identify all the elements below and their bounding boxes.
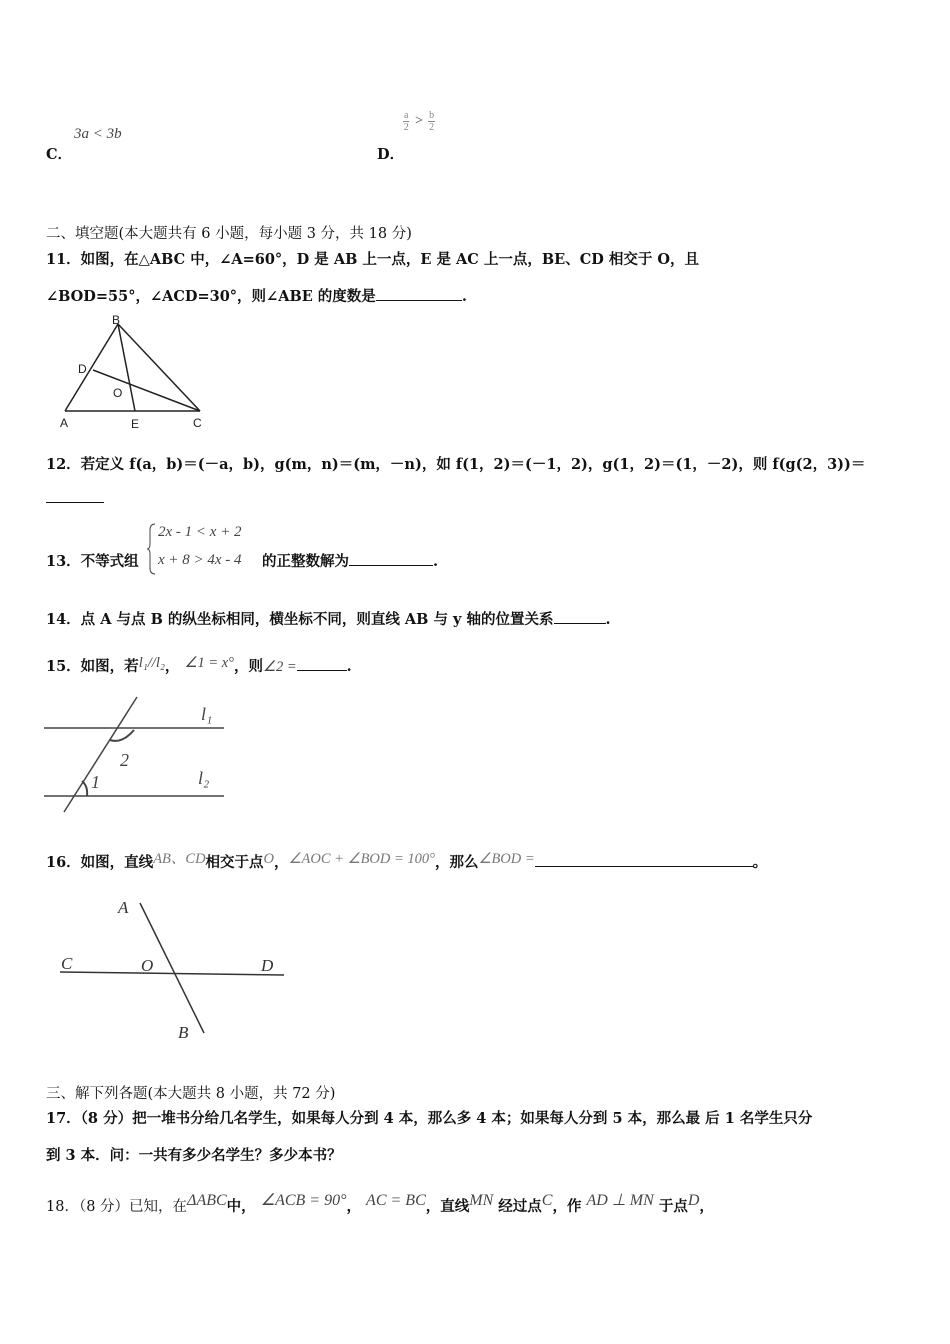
q18-text: 18．（8 分）已知，在ΔABC中， ∠ACB = 90°， AC = BC，直线MN 经过点C，作 AD ⊥ MN 于点D，: [46, 1192, 714, 1215]
label-c: C: [61, 954, 73, 973]
label-c: C: [193, 416, 202, 430]
q13-inequality-2: x + 8 > 4x - 4: [158, 552, 242, 568]
q11-line-1: 11．如图，在△ABC 中，∠A=60°，D 是 AB 上一点，E 是 AC 上一点，BE、CD 相交于 O，且: [46, 251, 700, 268]
q11-line-2: ∠BOD=55°，∠ACD=30°，则∠ABE 的度数是 .: [46, 288, 467, 305]
section-2-title: 二、填空题(本大题共有 6 小题，每小题 3 分，共 18 分): [46, 226, 412, 242]
segment-bc: [118, 324, 200, 411]
label-a: A: [60, 416, 69, 430]
q16-intersecting-lines-figure: [56, 895, 290, 1045]
label-angle-1: 1: [91, 772, 100, 792]
q16-text: 16．如图，直线AB、CD相交于点O，∠AOC + ∠BOD = 100°，那么∠BOD = 。: [46, 851, 768, 871]
q11-triangle-figure: [55, 312, 215, 434]
q13-inequality-1: 2x - 1 < x + 2: [158, 524, 242, 540]
label-o: O: [141, 956, 154, 975]
q13-prefix: 13．不等式组: [46, 553, 139, 570]
label-e: E: [131, 417, 140, 431]
q13-brace: [147, 522, 157, 576]
option-d-label: D．: [377, 146, 405, 163]
q12-answer-blank: [46, 490, 104, 507]
label-angle-2: 2: [120, 750, 129, 770]
segment-ab: [65, 324, 118, 411]
label-d: D: [78, 362, 87, 376]
label-o: O: [113, 386, 123, 400]
option-d-expression: $\frac{a}{2}$ > $\frac{b}{2}$: [403, 110, 435, 133]
segment-cd: [93, 370, 200, 411]
label-b: B: [178, 1023, 189, 1042]
option-c-expression: 3a < 3b: [74, 126, 122, 142]
q15-text: 15．如图，若l₁//l₂， ∠1 = x°，则∠2 = .: [46, 655, 352, 675]
label-a: A: [118, 898, 129, 917]
label-d: D: [261, 956, 274, 975]
angle-2-arc: [110, 730, 134, 741]
label-l1: l₁: [201, 704, 213, 724]
label-l2: l₂: [198, 768, 210, 788]
label-b: B: [112, 313, 121, 327]
option-c-label: C．: [46, 146, 73, 163]
q13-suffix: 的正整数解为 .: [262, 553, 439, 570]
line-cd: [60, 972, 284, 975]
q17-line-1: 17．（8 分）把一堆书分给几名学生，如果每人分到 4 本，那么多 4 本；如果每人分到 5 本，那么最 后 1 名学生只分: [46, 1110, 813, 1127]
q14-text: 14．点 A 与点 B 的纵坐标相同，横坐标不同，则直线 AB 与 y 轴的位置关系 .: [46, 611, 611, 628]
q17-line-2: 到 3 本．问：一共有多少名学生？多少本书？: [46, 1147, 342, 1164]
q12-text: 12．若定义 f(a，b)＝(－a，b)，g(m，n)＝(m，－n)，如 f(1，2)＝(－1，2)，g(1，2)＝(1，－2)，则 f(g(2，3))＝: [46, 456, 866, 473]
q15-parallel-lines-figure: [44, 694, 226, 814]
section-3-title: 三、解下列各题(本大题共 8 小题，共 72 分): [46, 1086, 336, 1102]
